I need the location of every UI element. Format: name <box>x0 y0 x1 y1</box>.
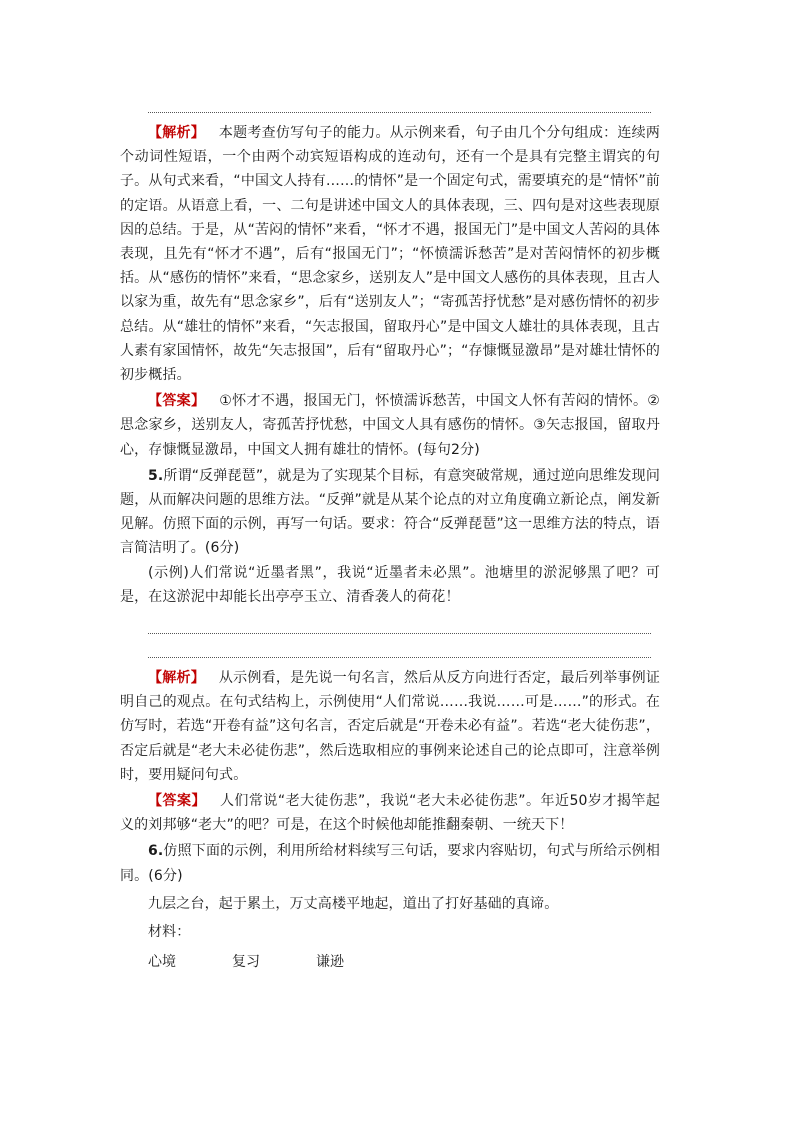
material-item: 谦逊 <box>316 954 344 971</box>
question-number: 5. <box>148 467 164 484</box>
answer-text: 人们常说“老大徒伤悲”，我说“老大未必徒伤悲”。年近50岁才揭竿起义的刘邦够“老大”的吧？可是，在这个时候他却能推翻秦朝、一统天下！ <box>120 793 660 834</box>
analysis-text: 从示例看，是先说一句名言，然后从反方向进行否定，最后列举事例证明自己的观点。在句式结构上，示例使用“人们常说……我说……可是……”的形式。在仿写时，若选“开卷有益”这句名言，否定后就是“开卷未必有益”。若选“老大徒伤悲”，否定后就是“老大未必徒伤悲”，然后选取相应的事例来论述自己的论点即可，注意举例时，要用疑问句式。 <box>120 670 660 783</box>
question-text: 所谓“反弹琵琶”，就是为了实现某个目标，有意突破常规，通过逆向思维发现问题，从而解决问题的思维方法。“反弹”就是从某个论点的对立角度确立新论点，阐发新见解。仿照下面的示例，再写一句话。要求：符合“反弹琵琶”这一思维方法的特点，语言简洁明了。(6分) <box>120 467 660 557</box>
answer-tag: 【答案】 <box>148 393 206 410</box>
materials-list <box>148 950 660 974</box>
answer-line <box>148 657 651 658</box>
answer-paragraph <box>120 389 660 462</box>
answer-tag: 【答案】 <box>148 793 206 810</box>
question-6-prompt <box>120 839 660 887</box>
analysis-paragraph <box>120 121 660 387</box>
document-content <box>120 96 660 974</box>
answer-paragraph <box>120 789 660 837</box>
question-number: 6. <box>148 843 164 860</box>
analysis-text: 本题考查仿写句子的能力。从示例来看，句子由几个分句组成：连续两个动词性短语，一个由两个动宾短语构成的连动句，还有一个是具有完整主谓宾的句子。从句式来看，“中国文人持有……的情怀”是一个固定句式，需要填充的是“情怀”前的定语。从语意上看，一、二句是讲述中国文人的具体表现，三、四句是对这些表现原因的总结。于是，从“苦闷的情怀”来看，“怀才不遇，报国无门”是中国文人苦闷的具体表现，且先有“怀才不遇”，后有“报国无门”；“怀愤濡诉愁苦”是对苦闷情怀的初步概括。从“感伤的情怀”来看，“思念家乡，送别友人”是中国文人感伤的具体表现，且古人以家为重，故先有“思念家乡”，后有“送别友人”；“寄孤苦抒忧愁”是对感伤情怀的初步总结。从“雄壮的情怀”来看，“矢志报国，留取丹心”是中国文人雄壮的具体表现，且古人素有家国情怀，故先“矢志报国”，后有“留取丹心”；“存慷慨显激昂”是对雄壮情怀的初步概括。 <box>120 125 660 384</box>
analysis-tag: 【解析】 <box>148 125 205 141</box>
material-item: 复习 <box>232 954 260 971</box>
answer-line <box>148 112 651 113</box>
question-5-example: (示例)人们常说“近墨者黑”，我说“近墨者未必黑”。池塘里的淤泥够黑了吧？可是，在这淤泥中却能长出亭亭玉立、清香袭人的荷花！ <box>120 564 660 605</box>
question-5-prompt <box>120 464 660 561</box>
answer-text: ①怀才不遇，报国无门，怀愤濡诉愁苦，中国文人怀有苦闷的情怀。②思念家乡，送别友人，寄孤苦抒忧愁，中国文人具有感伤的情怀。③矢志报国，留取丹心，存慷慨显激昂，中国文人拥有雄壮的情怀。(每句2分) <box>120 393 660 458</box>
analysis-tag: 【解析】 <box>148 670 205 687</box>
materials-label: 材料： <box>148 924 191 941</box>
material-item: 心境 <box>148 954 176 971</box>
analysis-paragraph <box>120 666 660 787</box>
question-6-example: 九层之台，起于累土，万丈高楼平地起，道出了打好基础的真谛。 <box>148 895 559 912</box>
question-text: 仿照下面的示例，利用所给材料续写三句话，要求内容贴切，句式与所给示例相同。(6分) <box>120 843 660 884</box>
answer-line <box>148 633 651 634</box>
